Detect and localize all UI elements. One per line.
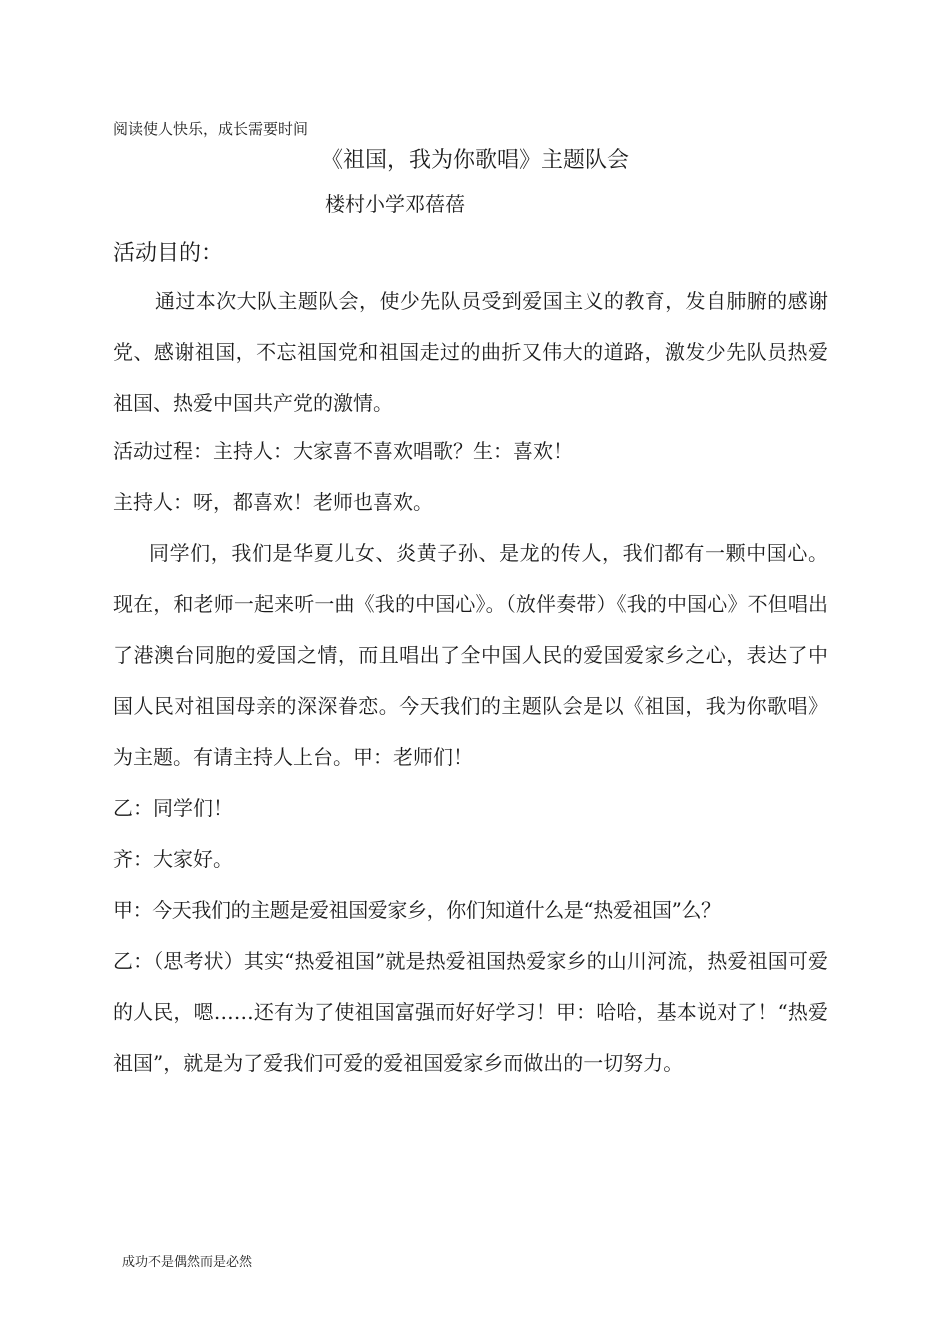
document-title: 《祖国，我为你歌唱》主题队会 bbox=[320, 148, 629, 173]
purpose-paragraph: 通过本次大队主题队会，使少先队员受到爱国主义的教育，发自肺腑的感谢党、感谢祖国，不忘祖国党和祖国走过的曲折又伟大的道路，激发少先队员热爱祖国、热爱中国共产党的激情。 bbox=[113, 289, 828, 415]
dialogue-line-jia-1: 甲：今天我们的主题是爱祖国爱家乡，你们知道什么是“热爱祖国”么？ bbox=[113, 898, 721, 922]
purpose-heading: 活动目的： bbox=[113, 241, 224, 266]
document-author: 楼村小学邓蓓蓓 bbox=[325, 192, 465, 216]
process-line: 活动过程：主持人：大家喜不喜欢唱歌？生：喜欢！ bbox=[113, 439, 573, 463]
host-line: 主持人：呀，都喜欢！老师也喜欢。 bbox=[113, 490, 433, 514]
dialogue-line-qi: 齐：大家好。 bbox=[113, 847, 233, 871]
dialogue-line-yi-2: 乙：（思考状）其实“热爱祖国”就是热爱祖国热爱家乡的山川河流，热爱祖国可爱的人民，嗯……还有为了使祖国富强而好好学习！甲：哈哈，基本说对了！“热爱祖国”，就是为了爱我们可爱的爱祖国爱家乡而做出的一切努力。 bbox=[113, 949, 828, 1075]
dialogue-section bbox=[113, 426, 828, 1089]
intro-paragraph: 同学们，我们是华夏儿女、炎黄子孙、是龙的传人，我们都有一颗中国心。现在，和老师一起来听一曲《我的中国心》。（放伴奏带）《我的中国心》不但唱出了港澳台同胞的爱国之情，而且唱出了全中国人民的爱国爱家乡之心，表达了中国人民对祖国母亲的深深眷恋。今天我们的主题队会是以《祖国，我为你歌唱》为主题。有请主持人上台。甲：老师们！ bbox=[113, 541, 828, 769]
dialogue-line-yi-1: 乙：同学们！ bbox=[113, 796, 233, 820]
header-note: 阅读使人快乐，成长需要时间 bbox=[113, 120, 309, 138]
purpose-section bbox=[113, 276, 828, 429]
footer-note: 成功不是偶然而是必然 bbox=[122, 1255, 253, 1270]
